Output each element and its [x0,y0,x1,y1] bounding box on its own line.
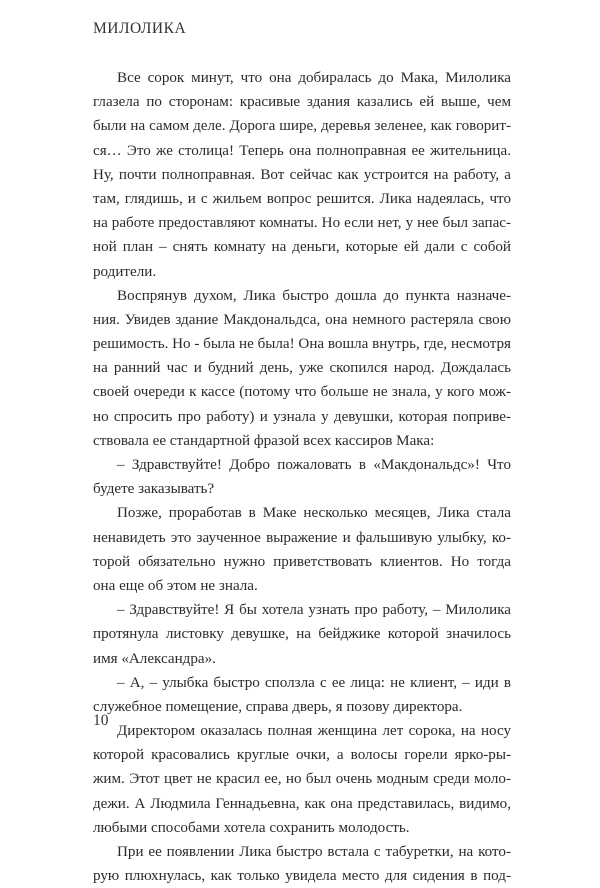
text-line: Все сорок минут, что она добиралась до Мака, Милолика [117,70,511,86]
text-line: на ранний час и будний день, уже скопился народ. Дождалась [93,360,511,377]
paragraph [93,671,511,719]
body-text [93,66,511,888]
text-line: были на самом деле. Дорога шире, деревья зеленее, как говорит- [93,118,511,135]
text-line: она еще об этом не знала. [93,577,258,594]
paragraph [93,501,511,598]
paragraph [93,453,511,501]
text-line: протянула листовку девушке, на бейджике которой значилось [93,626,511,643]
text-line: ненавидеть это заученное выражение и фальшивую улыбку, ко- [93,529,511,546]
text-line: имя «Александра». [93,650,216,667]
paragraph [93,719,511,840]
text-line: на работе предоставляют комнаты. Но если нет, у нее был запас- [93,215,511,232]
text-line: Воспрянув духом, Лика быстро дошла до пункта назначе- [117,287,511,304]
paragraph [93,66,511,284]
text-line: будете заказывать? [93,481,215,498]
running-head: МИЛОЛИКА [93,20,187,37]
text-line: Позже, проработав в Маке несколько месяцев, Лика стала [117,505,511,522]
paragraph [93,284,511,453]
text-line: ния. Увидев здание Макдональдса, она немного растеряла свою [93,311,511,328]
text-line: родители. [93,263,157,280]
text-line: решимость. Но - была не была! Она вошла внутрь, где, несмотря [93,336,511,353]
text-line: ствовала ее стандартной фразой всех кассиров Мака: [93,432,435,449]
text-line: но спросить про работу) и узнала у девушки, которая поприве- [93,408,511,425]
text-line: рую плюхнулась, как только увидела место для сидения в под- [93,868,511,885]
text-line: Директором оказалась полная женщина лет сорока, на носу [117,723,511,740]
paragraph [93,840,511,888]
text-line: При ее появлении Лика быстро встала с табуретки, на кото- [117,844,511,860]
text-line: там, глядишь, и с жильем вопрос решится. Лика надеялась, что [93,190,511,207]
text-line: ной план – снять комнату на деньги, которые ей дали с собой [93,239,511,256]
text-line: дежи. А Людмила Геннадьевна, как она представилась, видимо, [93,795,511,812]
text-line: служебное помещение, справа дверь, я позову директора. [93,698,463,715]
text-line: – А, – улыбка быстро сползла с ее лица: не клиент, – иди в [117,674,511,691]
page-number: 10 [93,712,109,729]
text-line: – Здравствуйте! Я бы хотела узнать про работу, – Милолика [117,602,511,619]
text-line: своей очереди к кассе (потому что больше не знала, у кого мож- [93,384,511,401]
text-line: торой обязательно нужно приветствовать клиентов. Но тогда [93,553,511,570]
paragraph [93,598,511,671]
text-line: Ну, почти полноправная. Вот сейчас как устроится на работу, а [93,166,511,183]
text-line: жим. Этот цвет не красил ее, но был очень модным среди моло- [93,771,511,788]
text-line: которой красовались круглые очки, а волосы горели ярко-ры- [93,747,511,764]
text-line: глазела по сторонам: красивые здания казались ей выше, чем [93,94,511,111]
text-line: ся… Это же столица! Теперь она полноправная ее жительница. [93,142,511,159]
text-line: – Здравствуйте! Добро пожаловать в «Макдональдс»! Что [117,457,511,473]
text-line: любыми способами хотела сохранить молодость. [93,819,410,836]
